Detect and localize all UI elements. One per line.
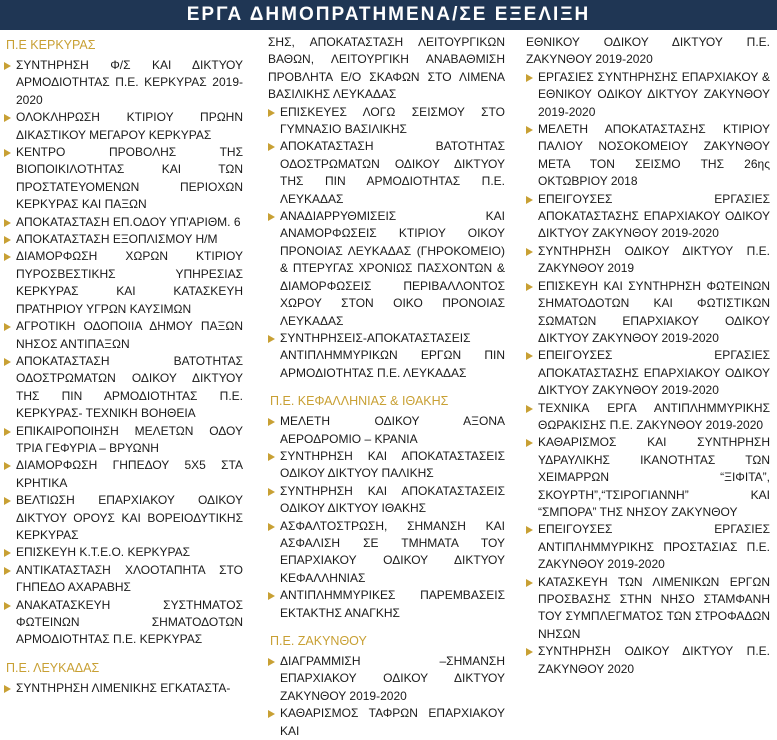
project-item xyxy=(526,643,770,678)
triangle-bullet-icon xyxy=(268,453,275,461)
project-item xyxy=(4,57,243,109)
project-item-text: ΑΝΑΔΙΑΡΡΥΘΜΙΣΕΙΣ ΚΑΙ ΑΝΑΜΟΡΦΩΣΕΙΣ ΚΤΙΡΙΟΥ ΟΙΚΟΥ ΠΡΟΝΟΙΑΣ ΛΕΥΚΑΔΑΣ (ΓΗΡΟΚΟΜΕΙΟ) & ΠΤΕΡΥΓΑΣ ΧΡΟΝΙΩΣ ΠΑΣΧΟΝΤΩΝ & ΔΙΑΜΟΡΦΩΣΕΙΣ ΠΕΡΙΒΑΛΛΟΝΤΟΣ ΧΩΡΟΥ ΣΤΟΝ ΟΙΚΟ ΠΡΟΝΟΙΑΣ ΛΕΥΚΑΔΑΣ xyxy=(280,209,505,328)
triangle-bullet-icon xyxy=(4,567,11,575)
project-item xyxy=(4,423,243,458)
project-item-text: ΕΘΝΙΚΟΥ ΟΔΙΚΟΥ ΔΙΚΤΥΟΥ Π.Ε. ΖΑΚΥΝΘΟΥ 2019-2020 xyxy=(526,35,770,67)
project-item-text: ΣΗΣ, ΑΠΟΚΑΤΑΣΤΑΣΗ ΛΕΙΤΟΥΡΓΙΚΩΝ ΒΑΘΩΝ, ΛΕΙΤΟΥΡΓΙΚΗ ΑΝΑΒΑΘΜΙΣΗ ΠΡΟΒΛΗΤΑ Ε/Ο ΣΚΑΦΩΝ ΣΤΟ ΛΙΜΕΝΑ ΒΑΣΙΛΙΚΗΣ ΛΕΥΚΑΔΑΣ xyxy=(268,35,505,102)
project-item xyxy=(526,278,770,348)
project-item xyxy=(268,587,505,622)
triangle-bullet-icon xyxy=(526,579,533,587)
section-spacer xyxy=(268,382,505,390)
section-title: Π.Ε ΚΕΡΚΥΡΑΣ xyxy=(6,38,96,52)
project-item-text: ΑΝΤΙΚΑΤΑΣΤΑΣΗ ΧΛΟΟΤΑΠΗΤΑ ΣΤΟ ΓΗΠΕΔΟ ΑΧΑΡΑΒΗΣ xyxy=(16,562,243,595)
column-1 xyxy=(4,34,243,697)
project-item xyxy=(268,705,505,740)
project-item-text: ΑΝΑΚΑΤΑΣΚΕΥΗ ΣΥΣΤΗΜΑΤΟΣ ΦΩΤΕΙΝΩΝ ΣΗΜΑΤΟΔΟΤΩΝ ΑΡΜΟΔΙΟΤΗΤΑΣ Π.Ε. ΚΕΡΚΥΡΑΣ xyxy=(16,597,243,647)
page-header xyxy=(0,0,777,30)
triangle-bullet-icon xyxy=(526,196,533,204)
triangle-bullet-icon xyxy=(4,219,11,227)
page-title: ΕΡΓΑ ΔΗΜΟΠΡΑΤΗΜΕΝΑ/ΣΕ ΕΞΕΛΙΞΗ xyxy=(186,4,591,25)
triangle-bullet-icon xyxy=(4,253,11,261)
project-item-text: ΜΕΛΕΤΗ ΑΠΟΚΑΤΑΣΤΑΣΗΣ ΚΤΙΡΙΟΥ ΠΑΛΙΟΥ ΝΟΣΟΚΟΜΕΙΟΥ ΖΑΚΥΝΘΟΥ ΜΕΤΑ ΤΟΝ ΣΕΙΣΜΟ ΤΗΣ 26ης ΟΚΤΩΒΡΙΟΥ 2018 xyxy=(538,122,770,189)
project-list xyxy=(268,413,505,622)
triangle-bullet-icon xyxy=(268,143,275,151)
project-list xyxy=(268,104,505,383)
project-list xyxy=(268,653,505,740)
project-item-text: ΒΕΛΤΙΩΣΗ ΕΠΑΡΧΙΑΚΟΥ ΟΔΙΚΟΥ ΔΙΚΤΥΟΥ ΟΡΟΥΣ ΚΑΙ ΒΟΡΕΙΟΔΥΤΙΚΗΣ ΚΕΡΚΥΡΑΣ xyxy=(16,493,243,542)
project-item xyxy=(4,248,243,318)
project-item-text: ΕΡΓΑΣΙΕΣ ΣΥΝΤΗΡΗΣΗΣ ΕΠΑΡΧΙΑΚΟΥ & ΕΘΝΙΚΟΥ ΟΔΙΚΟΥ ΔΙΚΤΥΟΥ ΖΑΚΥΝΘΟΥ 2019-2020 xyxy=(538,69,770,119)
triangle-bullet-icon xyxy=(4,62,11,70)
section-title: Π.Ε. ΚΕΦΑΛΛΗΝΙΑΣ & ΙΘΑΚΗΣ xyxy=(270,394,449,409)
triangle-bullet-icon xyxy=(268,488,275,496)
project-item xyxy=(526,400,770,435)
triangle-bullet-icon xyxy=(4,236,11,244)
triangle-bullet-icon xyxy=(268,523,275,531)
triangle-bullet-icon xyxy=(268,335,275,343)
triangle-bullet-icon xyxy=(526,283,533,291)
project-item-text: ΔΙΑΓΡΑΜΜΙΣΗ –ΣΗΜΑΝΣΗ ΕΠΑΡΧΙΑΚΟΥ ΟΔΙΚΟΥ ΔΙΚΤΥΟΥ ΖΑΚΥΝΘΟΥ 2019-2020 xyxy=(280,654,505,703)
triangle-bullet-icon xyxy=(268,109,275,117)
project-item-text: ΤΕΧΝΙΚΑ ΕΡΓΑ ΑΝΤΙΠΛΗΜΜΥΡΙΚΗΣ ΘΩΡΑΚΙΣΗΣ Π.Ε. ΖΑΚΥΝΘΟΥ 2019-2020 xyxy=(538,400,770,432)
project-item-continued xyxy=(268,34,505,104)
project-item-text: ΕΠΕΙΓΟΥΣΕΣ ΕΡΓΑΣΙΕΣ ΑΠΟΚΑΤΑΣΤΑΣΗΣ ΕΠΑΡΧΙΑΚΟΥ ΟΔΙΚΟΥ ΔΙΚΤΥΟΥ ΖΑΚΥΝΘΟΥ 2019-2020 xyxy=(538,191,770,241)
project-item-text: ΚΑΘΑΡΙΣΜΟΣ ΚΑΙ ΣΥΝΤΗΡΗΣΗ ΥΔΡΑΥΛΙΚΗΣ ΙΚΑΝΟΤΗΤΑΣ ΤΩΝ ΧΕΙΜΑΡΡΩΝ “ΞΙΦΙΤΑ”, ΣΚΟΥΡΤΗ”,“ΤΣΙΡΟΓΙΑΝΝΗ” ΚΑΙ “ΣΜΠΟΡΑ” ΤΗΣ ΝΗΣΟΥ ΖΑΚΥΝΘΟΥ xyxy=(538,435,770,519)
project-item-text: ΣΥΝΤΗΡΗΣΗ Φ/Σ ΚΑΙ ΔΙΚΤΥΟΥ ΑΡΜΟΔΙΟΤΗΤΑΣ Π.Ε. ΚΕΡΚΥΡΑΣ 2019-2020 xyxy=(16,58,243,107)
project-list-continued xyxy=(526,34,770,69)
project-item-text: ΕΠΙΣΚΕΥΗ ΚΑΙ ΣΥΝΤΗΡΗΣΗ ΦΩΤΕΙΝΩΝ ΣΗΜΑΤΟΔΟΤΩΝ ΚΑΙ ΦΩΤΙΣΤΙΚΩΝ ΣΩΜΑΤΩΝ ΕΠΑΡΧΙΑΚΟΥ ΟΔΙΚΟΥ ΔΙΚΤΥΟΥ ΖΑΚΥΝΘΟΥ 2019-2020 xyxy=(538,278,770,345)
section-spacer xyxy=(4,649,243,657)
project-item-text: ΔΙΑΜΟΡΦΩΣΗ ΓΗΠΕΔΟΥ 5Χ5 ΣΤΑ ΚΡΗΤΙΚΑ xyxy=(16,458,243,490)
triangle-bullet-icon xyxy=(268,710,275,718)
project-item-text: ΔΙΑΜΟΡΦΩΣΗ ΧΩΡΩΝ ΚΤΙΡΙΟΥ ΠΥΡΟΣΒΕΣΤΙΚΗΣ ΥΠΗΡΕΣΙΑΣ ΚΕΡΚΥΡΑΣ ΚΑΙ ΚΑΤΑΣΚΕΥΗ ΠΡΑΤΗΡΙΟΥ ΥΓΡΩΝ ΚΑΥΣΙΜΩΝ xyxy=(16,249,243,316)
project-item xyxy=(526,347,770,399)
project-item xyxy=(4,597,243,649)
project-item xyxy=(268,104,505,139)
project-item xyxy=(526,521,770,573)
project-item-text: ΕΠΙΣΚΕΥΗ Κ.Τ.Ε.Ο. ΚΕΡΚΥΡΑΣ xyxy=(16,545,191,560)
triangle-bullet-icon xyxy=(4,428,11,436)
triangle-bullet-icon xyxy=(4,114,11,122)
triangle-bullet-icon xyxy=(526,526,533,534)
project-item-text: ΣΥΝΤΗΡΗΣΗ ΟΔΙΚΟΥ ΔΙΚΤΥΟΥ Π.Ε. ΖΑΚΥΝΘΟΥ 2019 xyxy=(538,243,770,276)
project-item-text: ΑΠΟΚΑΤΑΣΤΑΣΗ ΒΑΤΟΤΗΤΑΣ ΟΔΟΣΤΡΩΜΑΤΩΝ ΟΔΙΚΟΥ ΔΙΚΤΥΟΥ ΤΗΣ ΠΙΝ ΑΡΜΟΔΙΟΤΗΤΑΣ Π.Ε. ΚΕΡΚΥΡΑΣ- ΤΕΧΝΙΚΗ ΒΟΗΘΕΙΑ xyxy=(16,353,243,421)
project-item xyxy=(4,231,243,248)
triangle-bullet-icon xyxy=(526,405,533,413)
triangle-bullet-icon xyxy=(4,602,11,610)
triangle-bullet-icon xyxy=(526,248,533,256)
project-item-text: ΣΥΝΤΗΡΗΣΕΙΣ-ΑΠΟΚΑΤΑΣΤΑΣΕΙΣ ΑΝΤΙΠΛΗΜΜΥΡΙΚΩΝ ΕΡΓΩΝ ΠΙΝ ΑΡΜΟΔΙΟΤΗΤΑΣ Π.Ε. ΛΕΥΚΑΔΑΣ xyxy=(280,330,505,380)
triangle-bullet-icon xyxy=(4,549,11,557)
project-item xyxy=(4,144,243,214)
project-item xyxy=(526,191,770,243)
project-item-text: ΑΠΟΚΑΤΑΣΤΑΣΗ ΒΑΤΟΤΗΤΑΣ ΟΔΟΣΤΡΩΜΑΤΩΝ ΟΔΙΚΟΥ ΔΙΚΤΥΟΥ ΤΗΣ ΠΙΝ ΑΡΜΟΔΙΟΤΗΤΑΣ Π.Ε. ΛΕΥΚΑΔΑΣ xyxy=(280,139,505,206)
project-item-text: ΣΥΝΤΗΡΗΣΗ ΚΑΙ ΑΠΟΚΑΤΑΣΤΑΣΕΙΣ ΟΔΙΚΟΥ ΔΙΚΤΥΟΥ ΙΘΑΚΗΣ xyxy=(280,483,505,516)
project-item-text: ΑΓΡΟΤΙΚΗ ΟΔΟΠΟΙΙΑ ΔΗΜΟΥ ΠΑΞΩΝ ΝΗΣΟΣ ΑΝΤΙΠΑΞΩΝ xyxy=(16,319,243,351)
triangle-bullet-icon xyxy=(268,213,275,221)
project-item xyxy=(4,544,243,561)
projects-columns xyxy=(0,34,777,738)
project-item-text: ΑΣΦΑΛΤΟΣΤΡΩΣΗ, ΣΗΜΑΝΣΗ ΚΑΙ ΑΣΦΑΛΙΣΗ ΣΕ ΤΜΗΜΑΤΑ ΤΟΥ ΕΠΑΡΧΙΑΚΟΥ ΟΔΙΚΟΥ ΔΙΚΤΥΟΥ ΚΕΦΑΛΛΗΝΙΑΣ xyxy=(280,518,505,585)
project-item xyxy=(268,138,505,208)
project-item xyxy=(4,214,243,231)
project-item xyxy=(526,69,770,121)
project-item xyxy=(526,434,770,521)
triangle-bullet-icon xyxy=(4,149,11,157)
project-item xyxy=(4,492,243,544)
project-item-text: ΑΝΤΙΠΛΗΜΜΥΡΙΚΕΣ ΠΑΡΕΜΒΑΣΕΙΣ ΕΚΤΑΚΤΗΣ ΑΝΑΓΚΗΣ xyxy=(280,588,505,620)
project-item xyxy=(526,574,770,644)
project-item xyxy=(4,109,243,144)
project-list xyxy=(4,57,243,649)
triangle-bullet-icon xyxy=(526,352,533,360)
section-title: Π.Ε. ΖΑΚΥΝΘΟΥ xyxy=(270,634,367,648)
triangle-bullet-icon xyxy=(268,658,275,666)
project-item-text: ΣΥΝΤΗΡΗΣΗ ΚΑΙ ΑΠΟΚΑΤΑΣΤΑΣΕΙΣ ΟΔΙΚΟΥ ΔΙΚΤΥΟΥ ΠΑΛΙΚΗΣ xyxy=(280,448,505,481)
triangle-bullet-icon xyxy=(526,439,533,447)
project-item-text: ΕΠΙΣΚΕΥΕΣ ΛΟΓΩ ΣΕΙΣΜΟΥ ΣΤΟ ΓΥΜΝΑΣΙΟ ΒΑΣΙΛΙΚΗΣ xyxy=(280,104,505,137)
triangle-bullet-icon xyxy=(4,497,11,505)
project-item xyxy=(4,680,243,697)
project-item-text: ΑΠΟΚΑΤΑΣΤΑΣΗ ΕΞΟΠΛΙΣΜΟΥ Η/Μ xyxy=(16,232,218,247)
project-item xyxy=(4,353,243,423)
project-item xyxy=(526,243,770,278)
project-item xyxy=(268,330,505,382)
project-list-continued xyxy=(268,34,505,104)
project-item xyxy=(268,653,505,705)
project-item-text: ΕΠΕΙΓΟΥΣΕΣ ΕΡΓΑΣΙΕΣ ΑΠΟΚΑΤΑΣΤΑΣΗΣ ΕΠΑΡΧΙΑΚΟΥ ΟΔΙΚΟΥ ΔΙΚΤΥΟΥ ΖΑΚΥΝΘΟΥ 2019-2020 xyxy=(538,348,770,398)
project-item-text: ΚΕΝΤΡΟ ΠΡΟΒΟΛΗΣ ΤΗΣ ΒΙΟΠΟΙΚΙΛΟΤΗΤΑΣ ΚΑΙ ΤΩΝ ΠΡΟΣΤΑΤΕΥΟΜΕΝΩΝ ΠΕΡΙΟΧΩΝ ΚΕΡΚΥΡΑΣ ΚΑΙ ΠΑΞΩΝ xyxy=(16,145,243,212)
project-item xyxy=(4,318,243,353)
project-item xyxy=(268,413,505,448)
project-item xyxy=(4,562,243,597)
triangle-bullet-icon xyxy=(4,323,11,331)
project-item-continued xyxy=(526,34,770,69)
project-list xyxy=(526,69,770,678)
project-item-text: ΕΠΙΚΑΙΡΟΠΟΙΗΣΗ ΜΕΛΕΤΩΝ ΟΔΟΥ ΤΡΙΑ ΓΕΦΥΡΙΑ – ΒΡΥΩΝΗ xyxy=(16,423,243,455)
section-spacer xyxy=(268,622,505,630)
project-list xyxy=(4,680,243,697)
column-2 xyxy=(268,34,505,740)
project-item-text: ΚΑΘΑΡΙΣΜΟΣ ΤΑΦΡΩΝ ΕΠΑΡΧΙΑΚΟΥ ΚΑΙ xyxy=(280,706,505,738)
triangle-bullet-icon xyxy=(526,648,533,656)
triangle-bullet-icon xyxy=(4,462,11,470)
project-item xyxy=(268,448,505,483)
project-item xyxy=(4,457,243,492)
project-item-text: ΜΕΛΕΤΗ ΟΔΙΚΟΥ ΑΞΟΝΑ ΑΕΡΟΔΡΟΜΙΟ – ΚΡΑΝΙΑ xyxy=(280,414,505,446)
section-title: Π.Ε. ΛΕΥΚΑΔΑΣ xyxy=(6,660,100,675)
project-item xyxy=(268,483,505,518)
project-item-text: ΕΠΕΙΓΟΥΣΕΣ ΕΡΓΑΣΙΕΣ ΑΝΤΙΠΛΗΜΜΥΡΙΚΗΣ ΠΡΟΣΤΑΣΙΑΣ Π.Ε. ΖΑΚΥΝΘΟΥ 2019-2020 xyxy=(538,522,770,572)
triangle-bullet-icon xyxy=(4,358,11,366)
project-item-text: ΑΠΟΚΑΤΑΣΤΑΣΗ ΕΠ.ΟΔΟΥ ΥΠ'ΑΡΙΘΜ. 6 xyxy=(16,214,241,229)
project-item-text: ΣΥΝΤΗΡΗΣΗ ΟΔΙΚΟΥ ΔΙΚΤΥΟΥ Π.Ε. ΖΑΚΥΝΘΟΥ 2020 xyxy=(538,644,770,676)
project-item xyxy=(268,208,505,330)
triangle-bullet-icon xyxy=(268,592,275,600)
project-item-text: ΣΥΝΤΗΡΗΣΗ ΛΙΜΕΝΙΚΗΣ ΕΓΚΑΤΑΣΤΑ- xyxy=(16,680,231,695)
project-item xyxy=(526,121,770,191)
project-item-text: ΚΑΤΑΣΚΕΥΗ ΤΩΝ ΛΙΜΕΝΙΚΩΝ ΕΡΓΩΝ ΠΡΟΣΒΑΣΗΣ ΣΤΗΝ ΝΗΣΟ ΣΤΑΜΦΑΝΗ ΤΟΥ ΣΥΜΠΛΕΓΜΑΤΟΣ ΤΩΝ ΣΤΡΟΦΑΔΩΝ ΝΗΣΩΝ xyxy=(538,574,770,641)
triangle-bullet-icon xyxy=(268,418,275,426)
project-item xyxy=(268,518,505,588)
triangle-bullet-icon xyxy=(526,74,533,82)
triangle-bullet-icon xyxy=(526,126,533,134)
project-item-text: ΟΛΟΚΛΗΡΩΣΗ ΚΤΙΡΙΟΥ ΠΡΩΗΝ ΔΙΚΑΣΤΙΚΟΥ ΜΕΓΑΡΟΥ ΚΕΡΚΥΡΑΣ xyxy=(16,110,243,142)
triangle-bullet-icon xyxy=(4,685,11,693)
column-3 xyxy=(526,34,770,678)
